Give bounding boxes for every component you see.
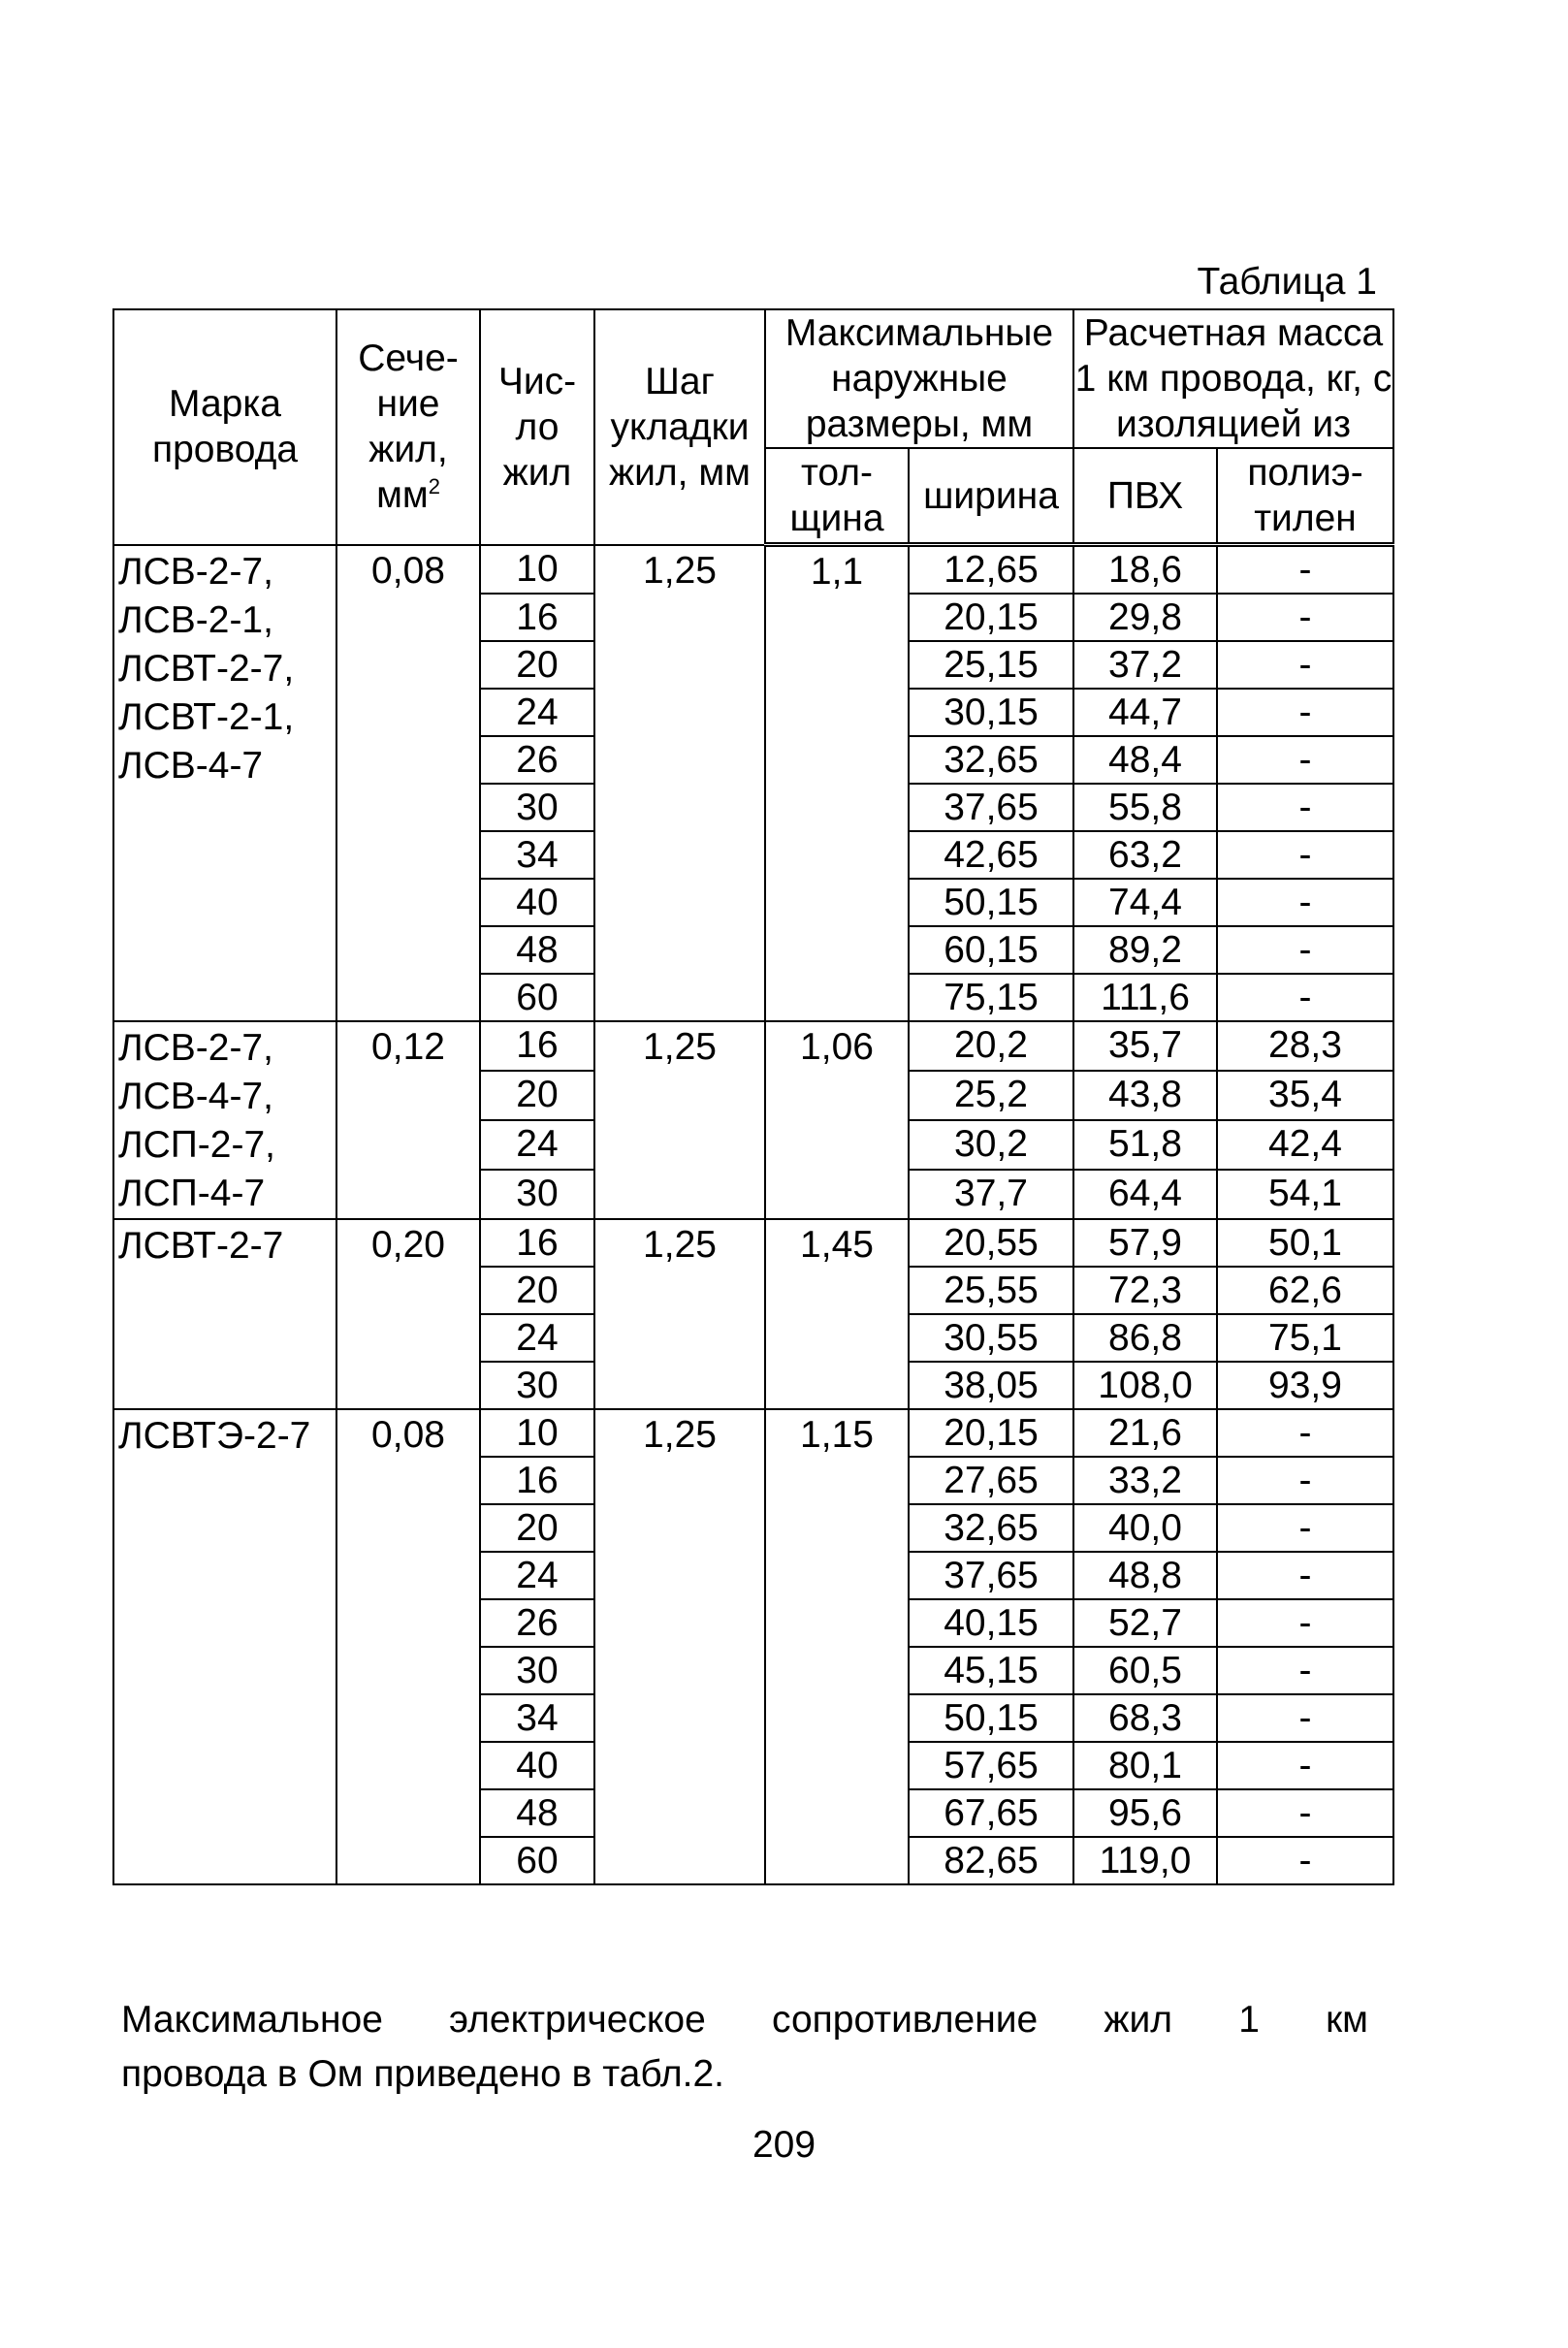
cell-count: 30 (480, 1170, 594, 1219)
cell-width: 20,15 (909, 594, 1073, 641)
cell-pvc: 35,7 (1073, 1021, 1217, 1071)
cell-count: 48 (480, 926, 594, 974)
cell-section: 0,12 (336, 1021, 480, 1219)
cell-width: 37,65 (909, 784, 1073, 831)
cell-pvc: 44,7 (1073, 689, 1217, 736)
cell-pe: 75,1 (1217, 1314, 1393, 1362)
cell-width: 20,15 (909, 1409, 1073, 1457)
cell-pvc: 108,0 (1073, 1362, 1217, 1409)
table-row (113, 1409, 1393, 1457)
cell-width: 50,15 (909, 1694, 1073, 1742)
cell-pe: - (1217, 831, 1393, 879)
mark-line: ЛСВТ-2-7, (118, 647, 295, 690)
cell-pvc: 55,8 (1073, 784, 1217, 831)
header-pe: полиэ-тилен (1217, 448, 1393, 545)
cell-pvc: 21,6 (1073, 1409, 1217, 1457)
cell-pe: - (1217, 545, 1393, 595)
cell-pe: 54,1 (1217, 1170, 1393, 1219)
cell-pe: - (1217, 1837, 1393, 1884)
cell-pvc: 48,8 (1073, 1552, 1217, 1599)
cell-thickness: 1,06 (765, 1021, 909, 1219)
cell-pe: - (1217, 1504, 1393, 1552)
cell-count: 30 (480, 784, 594, 831)
cell-pvc: 29,8 (1073, 594, 1217, 641)
cell-width: 20,2 (909, 1021, 1073, 1071)
cell-pvc: 119,0 (1073, 1837, 1217, 1884)
cell-step: 1,25 (594, 1021, 765, 1219)
note-line-2: провода в Ом приведено в табл.2. (121, 2053, 725, 2095)
cell-pvc: 95,6 (1073, 1789, 1217, 1837)
cell-thickness: 1,1 (765, 545, 909, 1022)
header-dims: Максимальные наружные размеры, мм (765, 309, 1073, 448)
page-number: 209 (752, 2124, 816, 2166)
cell-count: 34 (480, 1694, 594, 1742)
cell-section: 0,08 (336, 1409, 480, 1884)
header-count: Чис-ло жил (480, 309, 594, 545)
cell-width: 12,65 (909, 545, 1073, 595)
cell-pe: - (1217, 1457, 1393, 1504)
cell-count: 60 (480, 1837, 594, 1884)
cell-width: 38,05 (909, 1362, 1073, 1409)
cell-count: 16 (480, 1219, 594, 1267)
cell-pe: - (1217, 784, 1393, 831)
cell-width: 50,15 (909, 879, 1073, 926)
cell-count: 16 (480, 594, 594, 641)
cell-pvc: 80,1 (1073, 1742, 1217, 1789)
cell-thickness: 1,15 (765, 1409, 909, 1884)
mark-line: ЛСП-4-7 (118, 1173, 266, 1214)
mark-line: ЛСВ-4-7, (118, 1076, 273, 1117)
cell-pvc: 64,4 (1073, 1170, 1217, 1219)
cell-count: 60 (480, 974, 594, 1021)
cell-width: 25,15 (909, 641, 1073, 689)
mark-line: ЛСВТ-2-1, (118, 695, 295, 738)
cell-count: 26 (480, 1599, 594, 1647)
header-thickness: тол-щина (765, 448, 909, 545)
cell-pvc: 48,4 (1073, 736, 1217, 784)
cell-pe: - (1217, 926, 1393, 974)
cell-pe: - (1217, 641, 1393, 689)
cell-pvc: 63,2 (1073, 831, 1217, 879)
cell-pe: - (1217, 1647, 1393, 1694)
cell-mark (113, 1409, 336, 1884)
cell-pvc: 51,8 (1073, 1120, 1217, 1170)
cell-width: 67,65 (909, 1789, 1073, 1837)
cell-pvc: 57,9 (1073, 1219, 1217, 1267)
cell-pe: 35,4 (1217, 1071, 1393, 1120)
cell-pvc: 68,3 (1073, 1694, 1217, 1742)
cell-count: 24 (480, 1120, 594, 1170)
table-caption: Таблица 1 (1197, 261, 1377, 303)
cell-count: 30 (480, 1647, 594, 1694)
cell-width: 37,7 (909, 1170, 1073, 1219)
cell-width: 40,15 (909, 1599, 1073, 1647)
cell-count: 16 (480, 1457, 594, 1504)
cell-pe: - (1217, 736, 1393, 784)
cell-pe: 42,4 (1217, 1120, 1393, 1170)
cell-width: 27,65 (909, 1457, 1073, 1504)
cell-width: 75,15 (909, 974, 1073, 1021)
table-body (113, 545, 1393, 1885)
cell-width: 60,15 (909, 926, 1073, 974)
cell-width: 32,65 (909, 1504, 1073, 1552)
cell-width: 30,15 (909, 689, 1073, 736)
cell-width: 57,65 (909, 1742, 1073, 1789)
cell-count: 20 (480, 641, 594, 689)
table-row (113, 1021, 1393, 1071)
cell-count: 30 (480, 1362, 594, 1409)
cell-count: 26 (480, 736, 594, 784)
cell-count: 20 (480, 1504, 594, 1552)
cell-step: 1,25 (594, 1219, 765, 1409)
cell-thickness: 1,45 (765, 1219, 909, 1409)
cell-pvc: 72,3 (1073, 1267, 1217, 1314)
cell-count: 24 (480, 1314, 594, 1362)
cell-pe: 28,3 (1217, 1021, 1393, 1071)
header-width: ширина (909, 448, 1073, 545)
mark-line: ЛСВТЭ-2-7 (118, 1415, 311, 1457)
cell-pvc: 111,6 (1073, 974, 1217, 1021)
cell-width: 30,2 (909, 1120, 1073, 1170)
cell-step: 1,25 (594, 545, 765, 1022)
cell-pe: - (1217, 974, 1393, 1021)
header-section: Сече-ние жил, $мм^2$ (336, 309, 480, 545)
cell-count: 40 (480, 1742, 594, 1789)
table-row (113, 545, 1393, 595)
cell-mark (113, 1219, 336, 1409)
cell-width: 42,65 (909, 831, 1073, 879)
cell-pe: - (1217, 594, 1393, 641)
cell-pe: - (1217, 879, 1393, 926)
cell-pvc: 33,2 (1073, 1457, 1217, 1504)
cell-pe: 62,6 (1217, 1267, 1393, 1314)
cell-mark (113, 1021, 336, 1219)
header-mass: Расчетная масса 1 км провода, кг, с изоляцией из (1073, 309, 1393, 448)
cell-width: 25,2 (909, 1071, 1073, 1120)
cell-count: 34 (480, 831, 594, 879)
cell-count: 10 (480, 545, 594, 595)
note-line-1: Максимальное электрическое сопротивление жил 1 км (121, 1999, 1368, 2041)
header-pvc: ПВХ (1073, 448, 1217, 545)
header-mark: Марка провода (113, 309, 336, 545)
cell-count: 20 (480, 1267, 594, 1314)
cell-count: 24 (480, 689, 594, 736)
cell-width: 30,55 (909, 1314, 1073, 1362)
cell-pe: - (1217, 1552, 1393, 1599)
table-row (113, 1219, 1393, 1267)
cell-count: 20 (480, 1071, 594, 1120)
cell-pe: - (1217, 1409, 1393, 1457)
cell-width: 45,15 (909, 1647, 1073, 1694)
cell-width: 37,65 (909, 1552, 1073, 1599)
cell-count: 40 (480, 879, 594, 926)
cell-pvc: 40,0 (1073, 1504, 1217, 1552)
mark-line: ЛСВ-4-7 (118, 744, 264, 787)
cell-count: 10 (480, 1409, 594, 1457)
cell-pvc: 86,8 (1073, 1314, 1217, 1362)
cell-pe: - (1217, 689, 1393, 736)
mark-line: ЛСВ-2-7, (118, 550, 273, 593)
cell-width: 82,65 (909, 1837, 1073, 1884)
wire-specs-table (112, 308, 1394, 1885)
table-header (113, 309, 1393, 545)
cell-count: 24 (480, 1552, 594, 1599)
cell-pe: 50,1 (1217, 1219, 1393, 1267)
cell-step: 1,25 (594, 1409, 765, 1884)
cell-section: 0,20 (336, 1219, 480, 1409)
cell-count: 48 (480, 1789, 594, 1837)
cell-pvc: 74,4 (1073, 879, 1217, 926)
mark-line: ЛСВ-2-7, (118, 1027, 273, 1069)
cell-width: 32,65 (909, 736, 1073, 784)
cell-pvc: 89,2 (1073, 926, 1217, 974)
cell-mark (113, 545, 336, 1022)
cell-count: 16 (480, 1021, 594, 1071)
cell-width: 25,55 (909, 1267, 1073, 1314)
note-paragraph (121, 1993, 1368, 2102)
cell-pvc: 18,6 (1073, 545, 1217, 595)
cell-pe: - (1217, 1694, 1393, 1742)
cell-pvc: 43,8 (1073, 1071, 1217, 1120)
cell-pvc: 60,5 (1073, 1647, 1217, 1694)
cell-pe: - (1217, 1599, 1393, 1647)
cell-pvc: 52,7 (1073, 1599, 1217, 1647)
cell-pe: - (1217, 1742, 1393, 1789)
cell-pe: - (1217, 1789, 1393, 1837)
cell-section: 0,08 (336, 545, 480, 1022)
mark-line: ЛСВТ-2-7 (118, 1225, 284, 1267)
cell-pvc: 37,2 (1073, 641, 1217, 689)
cell-pe: 93,9 (1217, 1362, 1393, 1409)
mark-line: ЛСП-2-7, (118, 1124, 275, 1166)
header-step: Шаг укладки жил, мм (594, 309, 765, 545)
mark-line: ЛСВ-2-1, (118, 598, 273, 641)
cell-width: 20,55 (909, 1219, 1073, 1267)
